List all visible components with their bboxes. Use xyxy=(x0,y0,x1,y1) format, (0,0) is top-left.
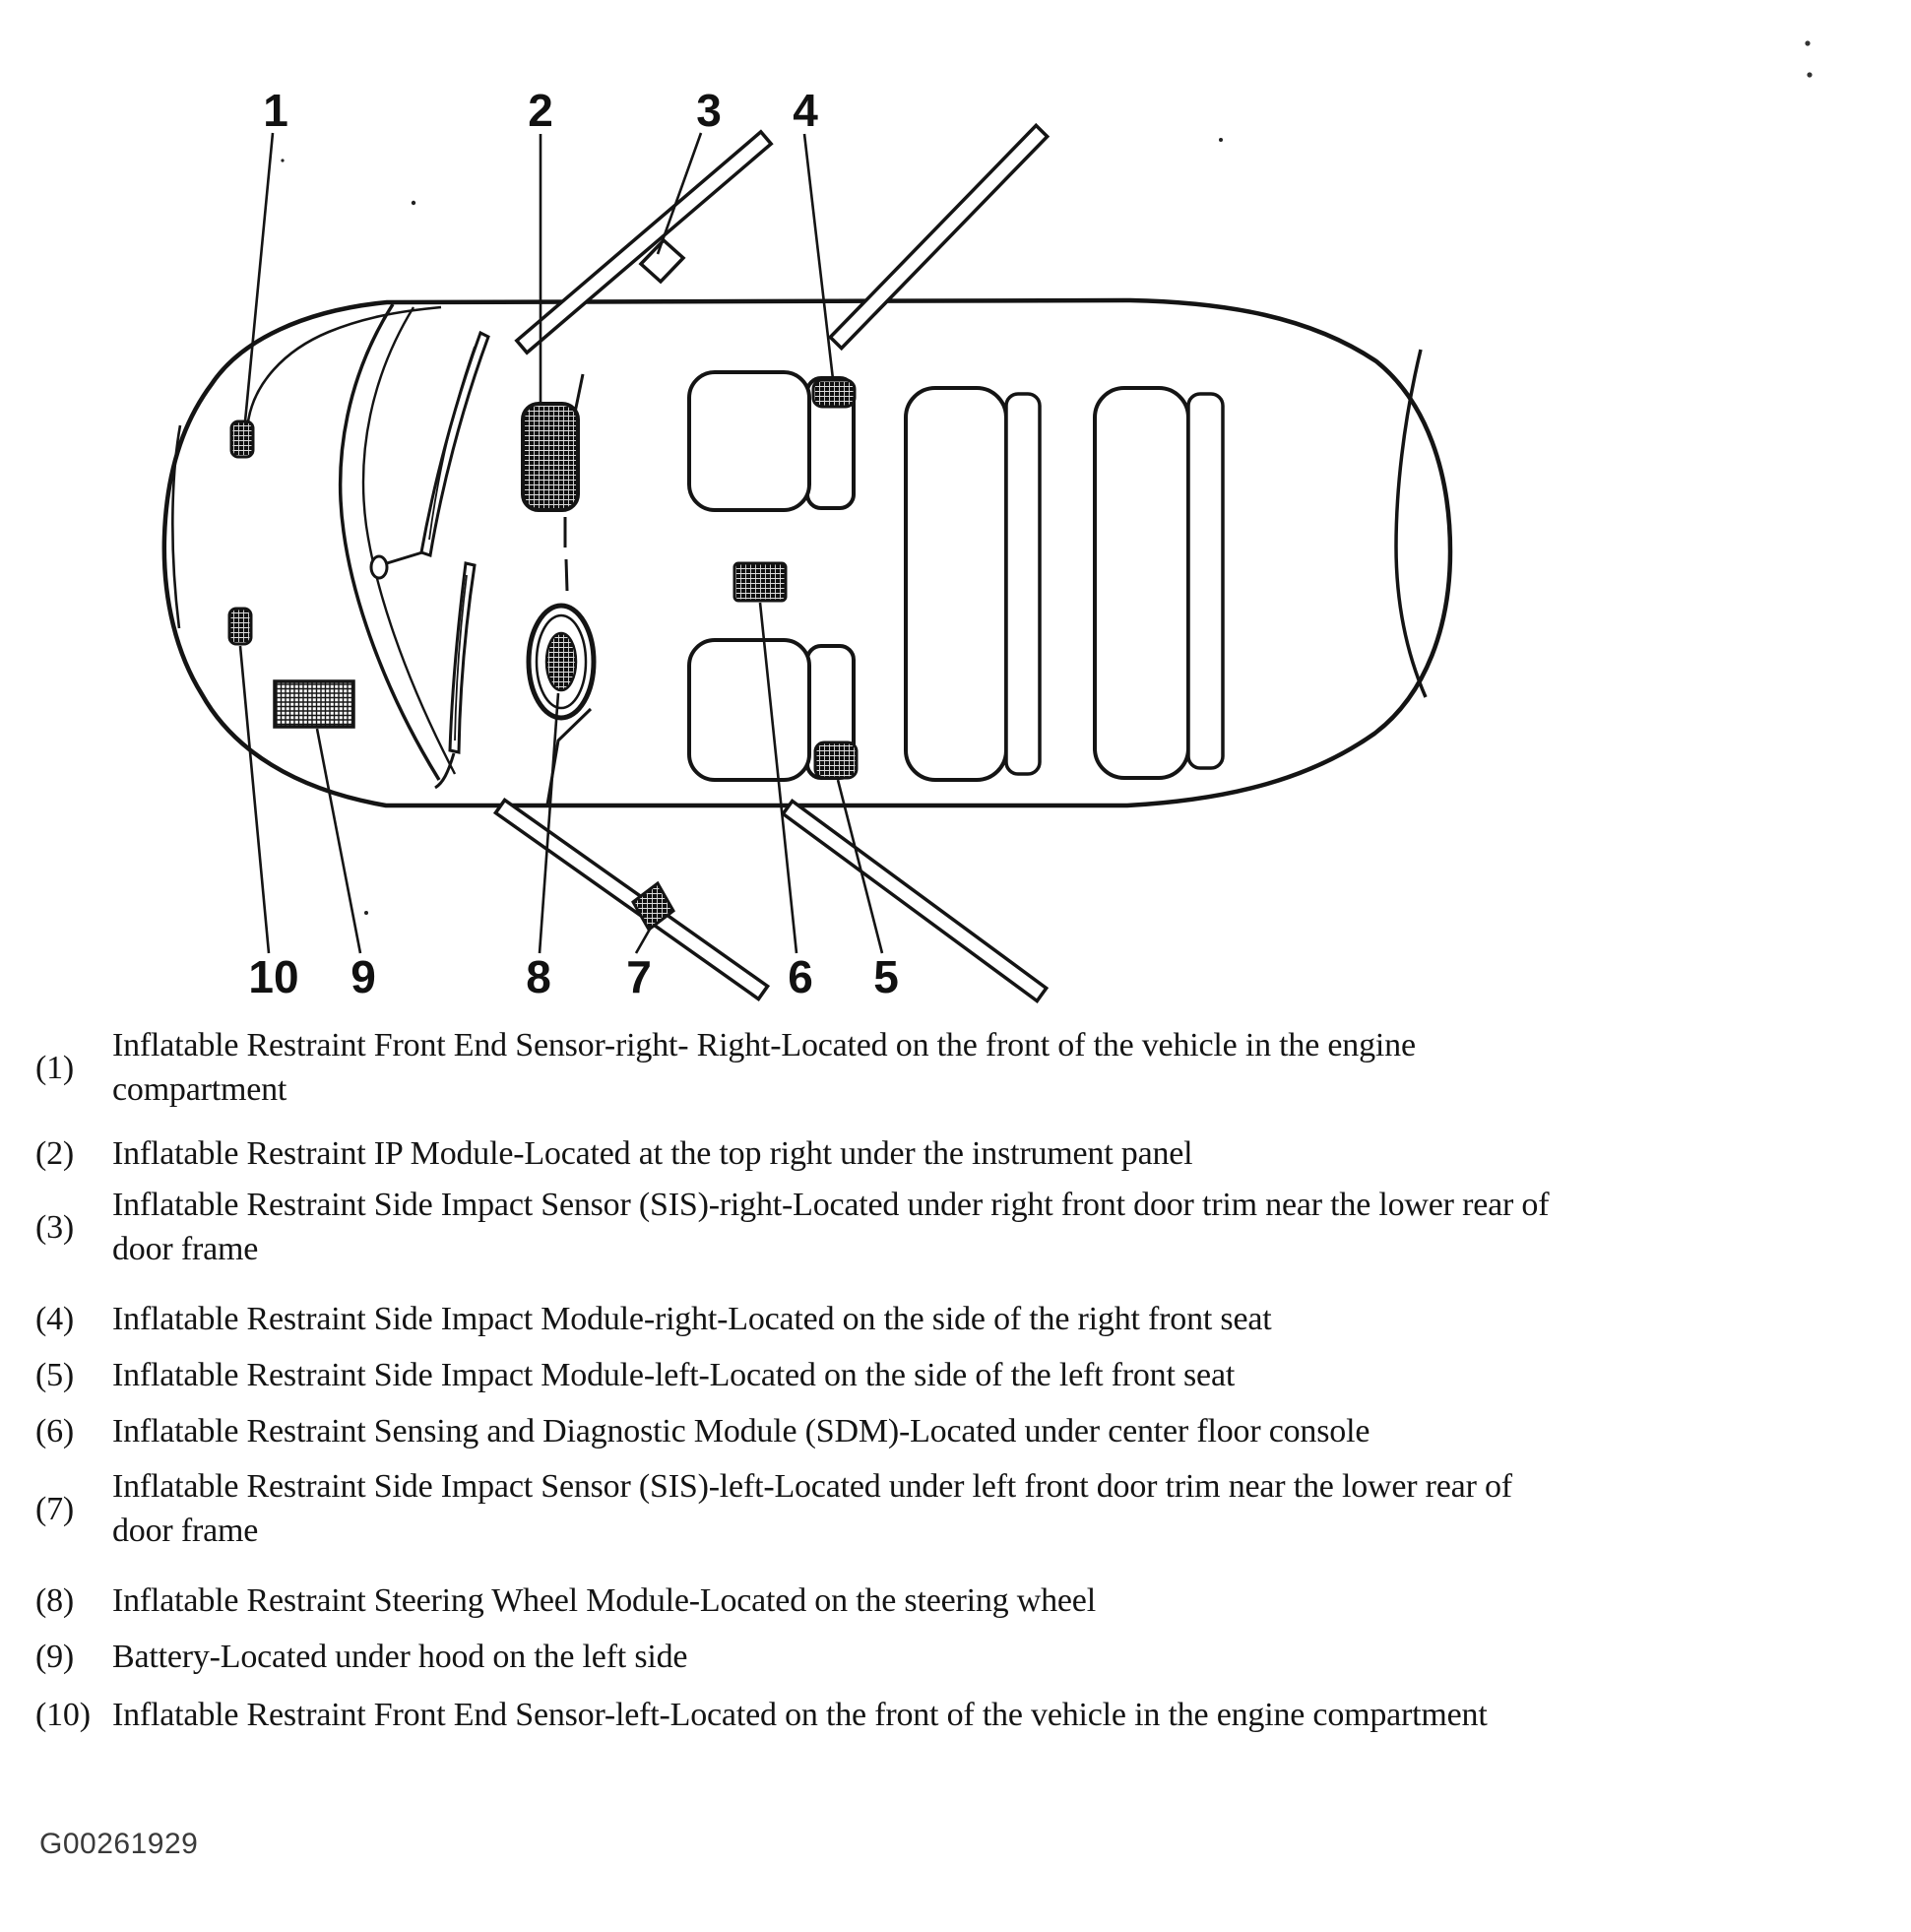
seat-left-front xyxy=(689,640,809,780)
legend-item-label: (5) xyxy=(35,1357,75,1394)
rear-door-frame-right xyxy=(830,125,1047,348)
rear-window-line xyxy=(1396,350,1426,697)
legend-item-1 xyxy=(35,1024,1579,1113)
rear-door-frame-left xyxy=(783,802,1046,1001)
callout-3: 3 xyxy=(696,85,722,136)
scan-speck xyxy=(1219,138,1223,142)
steering-wheel-module xyxy=(546,633,576,690)
front-end-sensor-left xyxy=(229,609,251,644)
legend-item-4 xyxy=(35,1298,1579,1342)
bench-middle xyxy=(906,388,1006,780)
legend-item-8 xyxy=(35,1579,1579,1624)
legend-item-label: (7) xyxy=(35,1490,75,1527)
callout-5: 5 xyxy=(873,951,899,1002)
bench-rear xyxy=(1095,388,1188,778)
leader-line-9 xyxy=(317,729,360,953)
legend-item-text: Inflatable Restraint Front End Sensor-left-Located on the front of the vehicle in the engine compartment xyxy=(112,1697,1488,1733)
legend-item-label: (8) xyxy=(35,1582,75,1620)
legend-item-label: (9) xyxy=(35,1639,75,1676)
callout-2: 2 xyxy=(528,85,553,136)
front-bumper-inner-line xyxy=(172,425,180,628)
legend-item-7 xyxy=(35,1465,1579,1554)
callout-10: 10 xyxy=(248,951,299,1002)
figure-id-code: G00261929 xyxy=(39,1828,199,1860)
legend-item-2 xyxy=(35,1132,1579,1177)
bench-middle-panel xyxy=(1006,394,1040,774)
ip-module xyxy=(523,404,578,510)
side-impact-module-right xyxy=(813,380,855,407)
legend-item-text: Inflatable Restraint IP Module-Located at the top right under the instrument panel xyxy=(112,1135,1193,1172)
legend-item-3 xyxy=(35,1184,1579,1272)
wiper-pivot xyxy=(371,556,387,578)
scan-speck xyxy=(281,159,284,161)
legend-item-10 xyxy=(35,1694,1579,1738)
legend-item-text: Inflatable Restraint Side Impact Module-left-Located on the side of the left front seat xyxy=(112,1357,1236,1393)
cowl-line-inner xyxy=(363,307,455,774)
front-door-frame-right xyxy=(517,132,771,353)
wiper-arm-left xyxy=(435,753,454,788)
steering-column-dash xyxy=(565,517,567,591)
hood-line xyxy=(248,307,441,421)
legend-item-text: Inflatable Restraint Side Impact Sensor (SIS)-left-Located under left front door trim near the lower rear of door frame xyxy=(112,1468,1512,1549)
front-end-sensor-right xyxy=(231,421,253,457)
legend-item-text: Battery-Located under hood on the left side xyxy=(112,1639,688,1675)
leader-line-8 xyxy=(540,693,558,953)
sdm-module xyxy=(734,563,786,601)
legend-item-label: (4) xyxy=(35,1301,75,1338)
legend-item-text: Inflatable Restraint Steering Wheel Module-Located on the steering wheel xyxy=(112,1582,1096,1619)
scan-speck xyxy=(1805,40,1810,45)
scan-speck xyxy=(412,201,415,205)
legend-item-text: Inflatable Restraint Front End Sensor-right- Right-Located on the front of the vehicle in the engine compartment xyxy=(112,1027,1416,1108)
side-impact-module-left xyxy=(815,742,857,778)
scan-speck xyxy=(1807,72,1812,77)
callout-7: 7 xyxy=(626,951,652,1002)
callout-9: 9 xyxy=(350,951,376,1002)
legend-item-label: (6) xyxy=(35,1413,75,1450)
legend-item-9 xyxy=(35,1636,1579,1680)
callout-8: 8 xyxy=(526,951,551,1002)
legend-item-5 xyxy=(35,1354,1579,1398)
legend-item-text: Inflatable Restraint Sensing and Diagnostic Module (SDM)-Located under center floor console xyxy=(112,1413,1370,1449)
callout-1: 1 xyxy=(263,85,288,136)
legend-item-label: (1) xyxy=(35,1049,75,1086)
leader-line-10 xyxy=(240,646,269,953)
legend-item-text: Inflatable Restraint Side Impact Sensor (SIS)-right-Located under right front door trim near the lower rear of door frame xyxy=(112,1187,1550,1267)
legend-item-label: (10) xyxy=(35,1697,91,1734)
leader-line-4 xyxy=(804,134,833,379)
bench-rear-panel xyxy=(1188,394,1223,768)
wiper-blade-left xyxy=(450,563,475,752)
callout-6: 6 xyxy=(788,951,813,1002)
legend-item-label: (2) xyxy=(35,1135,75,1173)
legend-item-label: (3) xyxy=(35,1208,75,1246)
leader-line-1 xyxy=(245,133,273,421)
callout-4: 4 xyxy=(793,85,818,136)
scan-speck xyxy=(364,911,368,915)
legend-item-text: Inflatable Restraint Side Impact Module-right-Located on the side of the right front seat xyxy=(112,1301,1272,1337)
leader-line-7 xyxy=(636,926,652,953)
legend-item-6 xyxy=(35,1410,1579,1454)
battery xyxy=(275,681,353,727)
seat-right-front xyxy=(689,372,809,510)
wiper-arm-right xyxy=(387,552,422,563)
